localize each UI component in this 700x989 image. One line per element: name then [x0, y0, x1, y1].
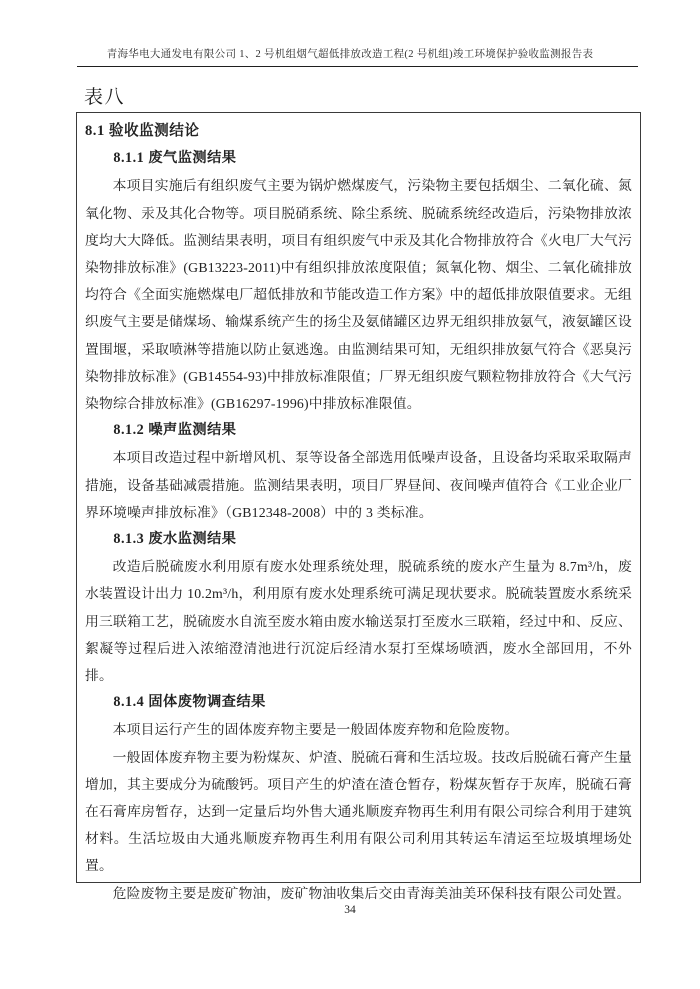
subsection-title-noise: 8.1.2 噪声监测结果	[113, 422, 237, 439]
subsection-title-gas: 8.1.1 废气监测结果	[113, 150, 237, 167]
paragraph-general-solid-waste: 一般固体废弃物主要为粉煤灰、炉渣、脱硫石膏和生活垃圾。技改后脱硫石膏产生量增加，其主要成分为硫酸钙。项目产生的炉渣在渣仓暂存，粉煤灰暂存于灰库，脱硫石膏在石膏库房暂存，达到一定量后均外售大通兆顺废弃物再生利用有限公司综合利用于建筑材料。生活垃圾由大通兆顺废弃物再生利用有限公司利用其转运车清运至垃圾填埋场处置。	[85, 749, 632, 874]
subsection-title-solid-waste: 8.1.4 固体废物调查结果	[113, 694, 266, 711]
paragraph-noise-results: 本项目改造过程中新增风机、泵等设备全部选用低噪声设备，且设备均采取采取隔声措施，设备基础减震措施。监测结果表明，项目厂界昼间、夜间噪声值符合《工业企业厂界环境噪声排放标准》（GB12348-2008）中的 3 类标准。	[85, 450, 632, 520]
section-title: 8.1 验收监测结论	[85, 123, 200, 139]
subsection-title-wastewater: 8.1.3 废水监测结果	[113, 531, 237, 548]
paragraph-gas-results: 本项目实施后有组织废气主要为锅炉燃煤废气，污染物主要包括烟尘、二氧化硫、氮氧化物、汞及其化合物等。项目脱硝系统、除尘系统、脱硫系统经改造后，污染物排放浓度均大大降低。监测结果表明，项目有组织废气中汞及其化合物排放符合《火电厂大气污染物排放标准》(GB13223-2011)中有组织排放浓度限值；氮氧化物、烟尘、二氧化硫排放均符合《全面实施燃煤电厂超低排放和节能改造工作方案》中的超低排放限值要求。无组织废气主要是储煤场、输煤系统产生的扬尘及氨储罐区边界无组织排放氨气，液氨罐区设置围堰，采取喷淋等措施以防止氨逃逸。由监测结果可知，无组织排放氨气符合《恶臭污染物排放标准》(GB14554-93)中排放标准限值；厂界无组织废气颗粒物排放符合《大气污染物综合排放标准》(GB16297-1996)中排放标准限值。	[85, 178, 632, 412]
content-box	[76, 112, 641, 901]
paragraph-hazardous-waste: 危险废物主要是废矿物油，废矿物油收集后交由青海美油美环保科技有限公司处置。	[112, 885, 631, 901]
table-label: 表八	[84, 87, 126, 108]
document-header: 青海华电大通发电有限公司 1、2 号机组烟气超低排放改造工程(2 号机组)竣工环境保护验收监测报告表	[106, 49, 594, 60]
header-rule	[77, 66, 638, 67]
paragraph-wastewater-results: 改造后脱硫废水利用原有废水处理系统处理，脱硫系统的废水产生量为 8.7m³/h，废水装置设计出力 10.2m³/h，利用原有废水处理系统可满足现状要求。脱硫装置废水系统采用三联箱工艺，脱硫废水自流至废水箱由废水输送泵打至废水三联箱，经过中和、反应、絮凝等过程后进入浓缩澄清池进行沉淀后经清水泵打至煤场喷洒，废水全部回用，不外排。	[85, 559, 632, 684]
page-number: 34	[344, 904, 356, 916]
paragraph-solid-waste-overview: 本项目运行产生的固体废弃物主要是一般固体废弃物和危险废物。	[112, 722, 519, 738]
